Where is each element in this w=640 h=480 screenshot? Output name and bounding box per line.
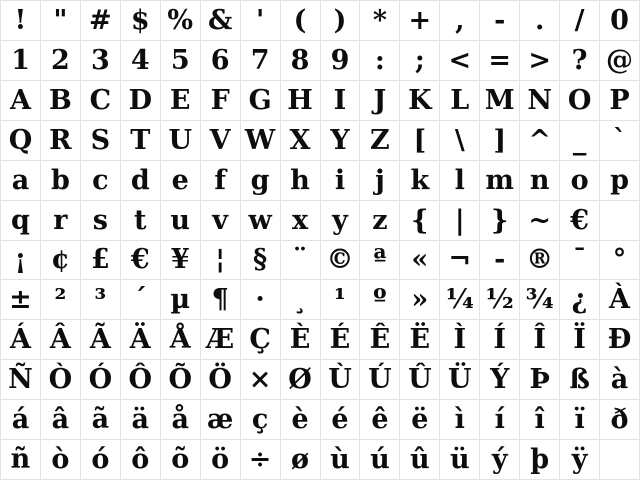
- glyph-cell[interactable]: Â: [41, 320, 80, 359]
- glyph-cell[interactable]: F: [201, 81, 240, 120]
- glyph-cell[interactable]: J: [360, 81, 399, 120]
- glyph-cell[interactable]: é: [321, 400, 360, 439]
- glyph-cell[interactable]: [: [400, 121, 439, 160]
- glyph-cell[interactable]: z: [360, 201, 399, 240]
- glyph-cell[interactable]: 9: [321, 41, 360, 80]
- glyph-cell[interactable]: l: [440, 161, 479, 200]
- glyph-cell[interactable]: %: [161, 1, 200, 40]
- glyph-cell[interactable]: _: [560, 121, 599, 160]
- glyph-cell[interactable]: Å: [161, 320, 200, 359]
- glyph-cell[interactable]: º: [360, 280, 399, 319]
- glyph-cell[interactable]: Æ: [201, 320, 240, 359]
- glyph-cell[interactable]: Ò: [41, 360, 80, 399]
- glyph-cell[interactable]: Ï: [560, 320, 599, 359]
- glyph-cell[interactable]: !: [1, 1, 40, 40]
- glyph-cell[interactable]: ô: [121, 440, 160, 479]
- glyph-cell[interactable]: ñ: [1, 440, 40, 479]
- glyph-cell[interactable]: C: [81, 81, 120, 120]
- glyph-cell[interactable]: ·: [241, 280, 280, 319]
- glyph-cell[interactable]: Õ: [161, 360, 200, 399]
- glyph-cell[interactable]: `: [600, 121, 639, 160]
- glyph-cell[interactable]: Ç: [241, 320, 280, 359]
- glyph-cell[interactable]: å: [161, 400, 200, 439]
- glyph-cell[interactable]: s: [81, 201, 120, 240]
- glyph-cell[interactable]: H: [281, 81, 320, 120]
- glyph-cell[interactable]: §: [241, 241, 280, 280]
- glyph-cell[interactable]: u: [161, 201, 200, 240]
- glyph-cell[interactable]: Ä: [121, 320, 160, 359]
- glyph-cell[interactable]: ¿: [560, 280, 599, 319]
- empty-glyph-cell: [600, 440, 639, 479]
- glyph-cell[interactable]: >: [520, 41, 559, 80]
- glyph-cell[interactable]: <: [440, 41, 479, 80]
- glyph-cell[interactable]: x: [281, 201, 320, 240]
- glyph-cell[interactable]: Ø: [281, 360, 320, 399]
- glyph-cell[interactable]: ü: [440, 440, 479, 479]
- glyph-cell[interactable]: ´: [121, 280, 160, 319]
- glyph-cell[interactable]: n: [520, 161, 559, 200]
- glyph-cell[interactable]: Y: [321, 121, 360, 160]
- glyph-cell[interactable]: Ý: [480, 360, 519, 399]
- glyph-cell[interactable]: è: [281, 400, 320, 439]
- glyph-cell[interactable]: ¥: [161, 241, 200, 280]
- glyph-cell[interactable]: â: [41, 400, 80, 439]
- glyph-cell[interactable]: i: [321, 161, 360, 200]
- glyph-cell[interactable]: h: [281, 161, 320, 200]
- glyph-cell[interactable]: ?: [560, 41, 599, 80]
- glyph-cell[interactable]: ¡: [1, 241, 40, 280]
- glyph-cell[interactable]: j: [360, 161, 399, 200]
- glyph-cell[interactable]: ê: [360, 400, 399, 439]
- glyph-cell[interactable]: v: [201, 201, 240, 240]
- glyph-cell[interactable]: ª: [360, 241, 399, 280]
- glyph-cell[interactable]: Ì: [440, 320, 479, 359]
- empty-glyph-cell: [600, 201, 639, 240]
- glyph-cell[interactable]: ß: [560, 360, 599, 399]
- glyph-cell[interactable]: ã: [81, 400, 120, 439]
- glyph-cell[interactable]: î: [520, 400, 559, 439]
- glyph-cell[interactable]: ®: [520, 241, 559, 280]
- glyph-cell[interactable]: ;: [400, 41, 439, 80]
- glyph-cell[interactable]: Ê: [360, 320, 399, 359]
- glyph-cell[interactable]: ': [241, 1, 280, 40]
- glyph-cell[interactable]: V: [201, 121, 240, 160]
- glyph-cell[interactable]: æ: [201, 400, 240, 439]
- glyph-cell[interactable]: Ü: [440, 360, 479, 399]
- glyph-cell[interactable]: ð: [600, 400, 639, 439]
- glyph-cell[interactable]: ó: [81, 440, 120, 479]
- glyph-cell[interactable]: *: [360, 1, 399, 40]
- glyph-cell[interactable]: Ú: [360, 360, 399, 399]
- glyph-cell[interactable]: g: [241, 161, 280, 200]
- glyph-cell[interactable]: A: [1, 81, 40, 120]
- glyph-cell[interactable]: ý: [480, 440, 519, 479]
- glyph-cell[interactable]: K: [400, 81, 439, 120]
- glyph-cell[interactable]: «: [400, 241, 439, 280]
- glyph-cell[interactable]: µ: [161, 280, 200, 319]
- glyph-cell[interactable]: t: [121, 201, 160, 240]
- glyph-cell[interactable]: k: [400, 161, 439, 200]
- glyph-cell[interactable]: ú: [360, 440, 399, 479]
- glyph-cell[interactable]: D: [121, 81, 160, 120]
- glyph-cell[interactable]: 6: [201, 41, 240, 80]
- glyph-cell[interactable]: ä: [121, 400, 160, 439]
- glyph-cell[interactable]: Z: [360, 121, 399, 160]
- glyph-cell[interactable]: 3: [81, 41, 120, 80]
- glyph-cell[interactable]: {: [400, 201, 439, 240]
- glyph-cell[interactable]: ±: [1, 280, 40, 319]
- glyph-cell[interactable]: ¸: [281, 280, 320, 319]
- glyph-cell[interactable]: Þ: [520, 360, 559, 399]
- glyph-cell[interactable]: &: [201, 1, 240, 40]
- glyph-cell[interactable]: L: [440, 81, 479, 120]
- glyph-cell[interactable]: Ô: [121, 360, 160, 399]
- glyph-cell[interactable]: ì: [440, 400, 479, 439]
- glyph-cell[interactable]: þ: [520, 440, 559, 479]
- glyph-cell[interactable]: e: [161, 161, 200, 200]
- glyph-cell[interactable]: b: [41, 161, 80, 200]
- glyph-cell[interactable]: W: [241, 121, 280, 160]
- glyph-cell[interactable]: $: [121, 1, 160, 40]
- glyph-cell[interactable]: Ö: [201, 360, 240, 399]
- glyph-cell[interactable]: ¹: [321, 280, 360, 319]
- glyph-cell[interactable]: ]: [480, 121, 519, 160]
- glyph-cell[interactable]: U: [161, 121, 200, 160]
- glyph-cell[interactable]: Ë: [400, 320, 439, 359]
- glyph-cell[interactable]: Ð: [600, 320, 639, 359]
- glyph-cell[interactable]: ~: [520, 201, 559, 240]
- glyph-cell[interactable]: X: [281, 121, 320, 160]
- glyph-cell[interactable]: 4: [121, 41, 160, 80]
- glyph-cell[interactable]: ³: [81, 280, 120, 319]
- glyph-cell[interactable]: ¬: [440, 241, 479, 280]
- glyph-cell[interactable]: 5: [161, 41, 200, 80]
- glyph-cell[interactable]: ø: [281, 440, 320, 479]
- glyph-cell[interactable]: =: [480, 41, 519, 80]
- glyph-cell[interactable]: ÷: [241, 440, 280, 479]
- glyph-cell[interactable]: È: [281, 320, 320, 359]
- glyph-cell[interactable]: Ù: [321, 360, 360, 399]
- glyph-cell[interactable]: °: [600, 241, 639, 280]
- glyph-cell[interactable]: ^: [520, 121, 559, 160]
- glyph-cell[interactable]: 8: [281, 41, 320, 80]
- glyph-cell[interactable]: ë: [400, 400, 439, 439]
- glyph-cell[interactable]: ¶: [201, 280, 240, 319]
- glyph-cell[interactable]: Á: [1, 320, 40, 359]
- glyph-cell[interactable]: @: [600, 41, 639, 80]
- glyph-cell[interactable]: f: [201, 161, 240, 200]
- glyph-cell[interactable]: À: [600, 280, 639, 319]
- glyph-cell[interactable]: Ã: [81, 320, 120, 359]
- glyph-cell[interactable]: ²: [41, 280, 80, 319]
- glyph-cell[interactable]: ï: [560, 400, 599, 439]
- glyph-cell[interactable]: ÿ: [560, 440, 599, 479]
- glyph-cell[interactable]: ½: [480, 280, 519, 319]
- glyph-cell[interactable]: €: [560, 201, 599, 240]
- glyph-cell[interactable]: I: [321, 81, 360, 120]
- glyph-cell[interactable]: ©: [321, 241, 360, 280]
- glyph-cell[interactable]: -: [480, 1, 519, 40]
- glyph-cell[interactable]: w: [241, 201, 280, 240]
- glyph-cell[interactable]: ¾: [520, 280, 559, 319]
- glyph-cell[interactable]: Í: [480, 320, 519, 359]
- glyph-cell[interactable]: N: [520, 81, 559, 120]
- glyph-cell[interactable]: 1: [1, 41, 40, 80]
- glyph-cell[interactable]: E: [161, 81, 200, 120]
- glyph-cell[interactable]: ): [321, 1, 360, 40]
- glyph-cell[interactable]: ": [41, 1, 80, 40]
- glyph-cell[interactable]: c: [81, 161, 120, 200]
- glyph-cell[interactable]: -: [480, 241, 519, 280]
- glyph-cell[interactable]: O: [560, 81, 599, 120]
- glyph-cell[interactable]: R: [41, 121, 80, 160]
- glyph-cell[interactable]: r: [41, 201, 80, 240]
- glyph-cell[interactable]: M: [480, 81, 519, 120]
- glyph-cell[interactable]: |: [440, 201, 479, 240]
- glyph-cell[interactable]: q: [1, 201, 40, 240]
- glyph-cell[interactable]: á: [1, 400, 40, 439]
- glyph-cell[interactable]: ö: [201, 440, 240, 479]
- glyph-cell[interactable]: í: [480, 400, 519, 439]
- glyph-cell[interactable]: .: [520, 1, 559, 40]
- glyph-cell[interactable]: ¼: [440, 280, 479, 319]
- glyph-cell[interactable]: (: [281, 1, 320, 40]
- glyph-cell[interactable]: õ: [161, 440, 200, 479]
- glyph-cell[interactable]: Ñ: [1, 360, 40, 399]
- glyph-cell[interactable]: 0: [600, 1, 639, 40]
- glyph-cell[interactable]: €: [121, 241, 160, 280]
- glyph-cell[interactable]: 2: [41, 41, 80, 80]
- glyph-cell[interactable]: ¢: [41, 241, 80, 280]
- glyph-cell[interactable]: Ó: [81, 360, 120, 399]
- glyph-cell[interactable]: y: [321, 201, 360, 240]
- glyph-cell[interactable]: ¦: [201, 241, 240, 280]
- glyph-cell[interactable]: à: [600, 360, 639, 399]
- glyph-cell[interactable]: o: [560, 161, 599, 200]
- glyph-cell[interactable]: }: [480, 201, 519, 240]
- glyph-cell[interactable]: £: [81, 241, 120, 280]
- glyph-cell[interactable]: û: [400, 440, 439, 479]
- glyph-cell[interactable]: ,: [440, 1, 479, 40]
- glyph-cell[interactable]: G: [241, 81, 280, 120]
- glyph-cell[interactable]: Q: [1, 121, 40, 160]
- glyph-cell[interactable]: ò: [41, 440, 80, 479]
- glyph-cell[interactable]: Û: [400, 360, 439, 399]
- glyph-cell[interactable]: d: [121, 161, 160, 200]
- glyph-cell[interactable]: S: [81, 121, 120, 160]
- glyph-cell[interactable]: /: [560, 1, 599, 40]
- glyph-cell[interactable]: a: [1, 161, 40, 200]
- glyph-cell[interactable]: +: [400, 1, 439, 40]
- glyph-cell[interactable]: ù: [321, 440, 360, 479]
- glyph-cell[interactable]: P: [600, 81, 639, 120]
- glyph-cell[interactable]: ×: [241, 360, 280, 399]
- glyph-cell[interactable]: ¨: [281, 241, 320, 280]
- glyph-cell[interactable]: #: [81, 1, 120, 40]
- glyph-cell[interactable]: m: [480, 161, 519, 200]
- glyph-cell[interactable]: ¯: [560, 241, 599, 280]
- glyph-cell[interactable]: T: [121, 121, 160, 160]
- glyph-cell[interactable]: »: [400, 280, 439, 319]
- glyph-cell[interactable]: \: [440, 121, 479, 160]
- glyph-cell[interactable]: p: [600, 161, 639, 200]
- glyph-cell[interactable]: B: [41, 81, 80, 120]
- glyph-cell[interactable]: Î: [520, 320, 559, 359]
- glyph-cell[interactable]: ç: [241, 400, 280, 439]
- glyph-cell[interactable]: :: [360, 41, 399, 80]
- glyph-cell[interactable]: 7: [241, 41, 280, 80]
- glyph-cell[interactable]: É: [321, 320, 360, 359]
